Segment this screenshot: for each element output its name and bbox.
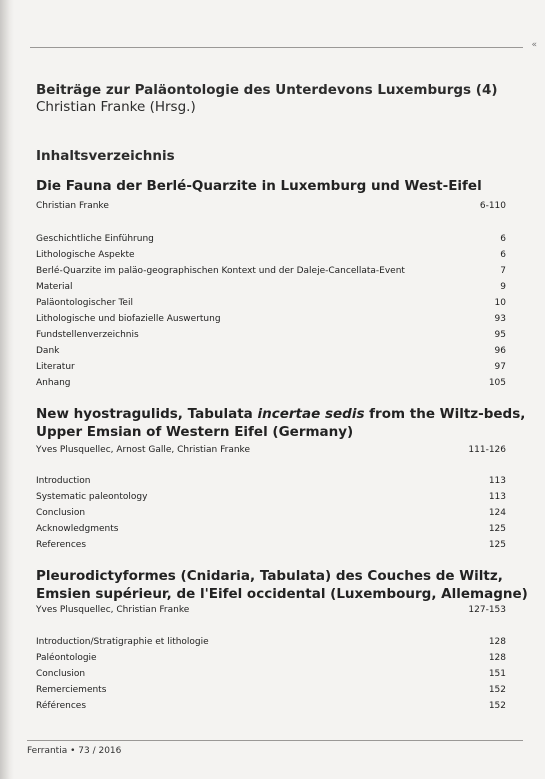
- book-editor: Christian Franke (Hrsg.): [36, 99, 196, 115]
- toc-entry[interactable]: [36, 281, 506, 293]
- toc-entry-page: 151: [488, 669, 506, 679]
- toc-entry[interactable]: [36, 491, 506, 503]
- toc-entry[interactable]: [36, 313, 506, 325]
- article-2-byline: [36, 444, 506, 456]
- toc-entry[interactable]: [36, 700, 506, 712]
- toc-entry[interactable]: [36, 361, 506, 373]
- toc-entry-label: Paléontologie: [36, 653, 97, 663]
- toc-entry-label: Material: [36, 282, 73, 292]
- toc-entry-page: 128: [488, 653, 506, 663]
- toc-entry[interactable]: [36, 345, 506, 357]
- toc-entry[interactable]: [36, 523, 506, 535]
- toc-entry-label: Berlé-Quarzite im paläo-geographischen Kontext und der Daleje-Cancellata-Event: [36, 266, 405, 276]
- toc-entry-label: Acknowledgments: [36, 524, 119, 534]
- article-1-authors: Christian Franke: [36, 201, 109, 211]
- toc-entry-page: 125: [488, 524, 506, 534]
- article-2-title-pre: New hyostragulids, Tabulata: [36, 406, 258, 422]
- toc-entry[interactable]: [36, 249, 506, 261]
- toc-entry-label: References: [36, 540, 87, 550]
- toc-entry-page: 105: [488, 378, 506, 388]
- article-3-title-line-1: Pleurodictyformes (Cnidaria, Tabulata) des Couches de Wiltz,: [36, 568, 503, 584]
- toc-entry[interactable]: [36, 329, 506, 341]
- article-1-pages: 6-110: [479, 201, 506, 211]
- article-1-title: Die Fauna der Berlé-Quarzite in Luxemburg und West-Eifel: [36, 178, 482, 194]
- toc-entry[interactable]: [36, 475, 506, 487]
- article-2-title-post: from the Wiltz-beds,: [364, 406, 526, 422]
- toc-entry-page: 152: [488, 701, 506, 711]
- toc-entry[interactable]: [36, 539, 506, 551]
- toc-heading: Inhaltsverzeichnis: [36, 148, 175, 164]
- toc-entry-page: 93: [494, 314, 506, 324]
- toc-entry[interactable]: [36, 233, 506, 245]
- toc-entry-label: Lithologische und biofazielle Auswertung: [36, 314, 221, 324]
- toc-entry-label: Anhang: [36, 378, 71, 388]
- toc-entry-page: 128: [488, 637, 506, 647]
- article-2-title-line-2: Upper Emsian of Western Eifel (Germany): [36, 424, 354, 440]
- toc-entry-page: 6: [500, 250, 506, 260]
- toc-entry-label: Introduction: [36, 476, 91, 486]
- toc-entry-label: Conclusion: [36, 669, 86, 679]
- article-3-pages: 127-153: [468, 605, 506, 615]
- article-2-title-line-1: [36, 405, 525, 423]
- article-1-byline: [36, 200, 506, 212]
- article-3-authors: Yves Plusquellec, Christian Franke: [36, 605, 190, 615]
- toc-entry-label: Systematic paleontology: [36, 492, 148, 502]
- article-2-authors: Yves Plusquellec, Arnost Galle, Christian Franke: [36, 445, 250, 455]
- toc-entry-label: Paläontologischer Teil: [36, 298, 133, 308]
- toc-entry-label: Fundstellenverzeichnis: [36, 330, 139, 340]
- toc-entry-page: 125: [488, 540, 506, 550]
- page-binding-edge: [0, 0, 14, 779]
- toc-entry-label: Remerciements: [36, 685, 107, 695]
- toc-entry-label: Références: [36, 701, 87, 711]
- toc-entry[interactable]: [36, 636, 506, 648]
- toc-entry-label: Conclusion: [36, 508, 86, 518]
- toc-entry-page: 9: [500, 282, 506, 292]
- article-2-pages: 111-126: [468, 445, 506, 455]
- margin-mark: «: [531, 40, 537, 50]
- toc-entry[interactable]: [36, 668, 506, 680]
- article-3-byline: [36, 604, 506, 616]
- toc-entry[interactable]: [36, 377, 506, 389]
- toc-entry-label: Introduction/Stratigraphie et lithologie: [36, 637, 209, 647]
- toc-entry-page: 152: [488, 685, 506, 695]
- toc-entry-page: 113: [488, 476, 506, 486]
- toc-entry-label: Lithologische Aspekte: [36, 250, 135, 260]
- toc-entry-page: 96: [494, 346, 506, 356]
- toc-entry-page: 124: [488, 508, 506, 518]
- toc-entry[interactable]: [36, 684, 506, 696]
- toc-entry-page: 97: [494, 362, 506, 372]
- article-2-title-italic: incertae sedis: [257, 406, 365, 422]
- footer-rule: [27, 740, 523, 741]
- toc-entry-page: 10: [494, 298, 506, 308]
- article-3-title-line-2: Emsien supérieur, de l'Eifel occidental (Luxembourg, Allemagne): [36, 586, 528, 602]
- toc-entry-label: Dank: [36, 346, 60, 356]
- toc-entry-page: 7: [500, 266, 506, 276]
- book-title: Beiträge zur Paläontologie des Unterdevons Luxemburgs (4): [36, 82, 498, 98]
- toc-entry-label: Literatur: [36, 362, 75, 372]
- header-rule: [30, 47, 523, 48]
- page-footer: Ferrantia • 73 / 2016: [27, 746, 122, 756]
- toc-entry-label: Geschichtliche Einführung: [36, 234, 154, 244]
- toc-entry-page: 95: [494, 330, 506, 340]
- toc-entry-page: 6: [500, 234, 506, 244]
- toc-entry[interactable]: [36, 265, 506, 277]
- toc-entry[interactable]: [36, 297, 506, 309]
- toc-entry[interactable]: [36, 507, 506, 519]
- toc-entry[interactable]: [36, 652, 506, 664]
- toc-entry-page: 113: [488, 492, 506, 502]
